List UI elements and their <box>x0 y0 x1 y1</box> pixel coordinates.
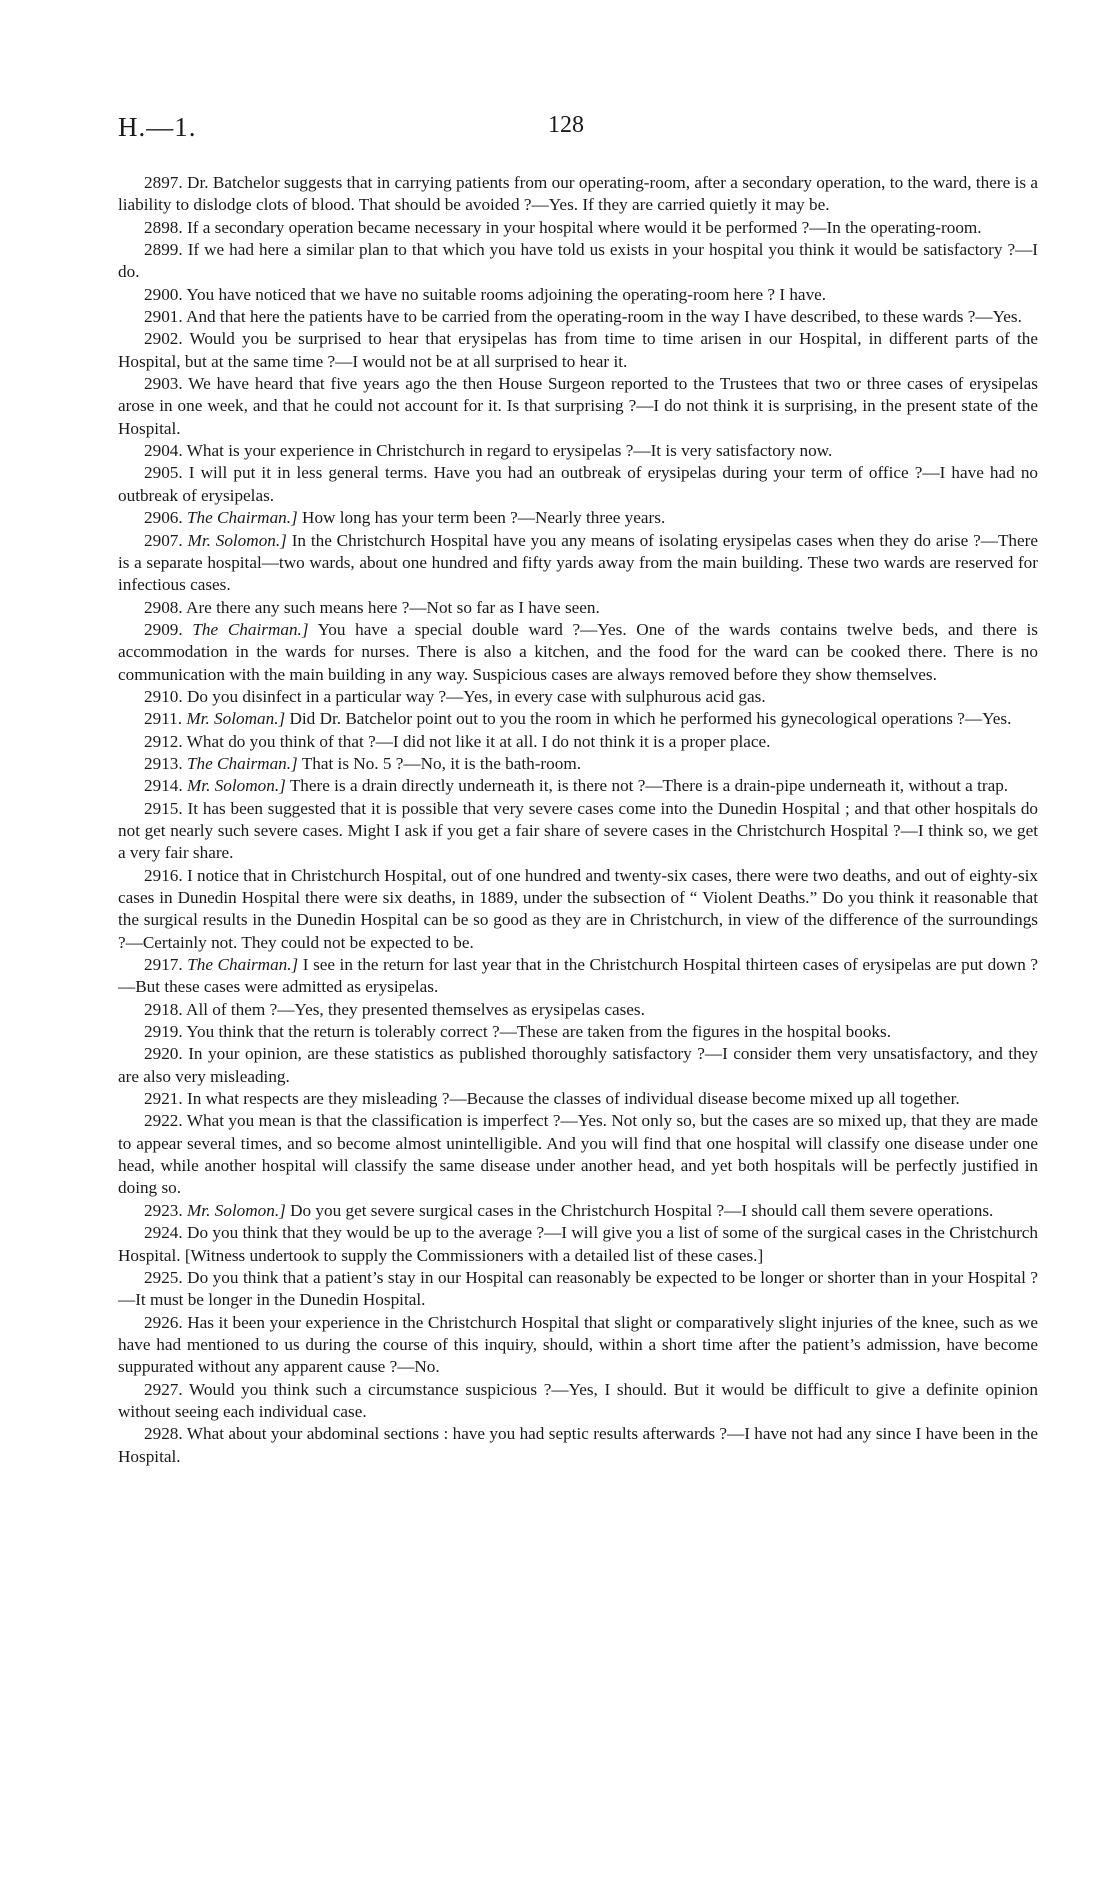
question-number: 2922. <box>144 1111 183 1131</box>
question-answer-text: You think that the return is tolerably correct ?—These are taken from the figures in the hospital books. <box>186 1022 892 1042</box>
speaker-label: Mr. Solomon.] <box>186 776 286 796</box>
question-answer-text: All of them ?—Yes, they presented themselves as erysipelas cases. <box>186 999 645 1019</box>
testimony-paragraph <box>118 686 1038 708</box>
speaker-label: Mr. Solomon.] <box>186 1200 286 1220</box>
question-number: 2898. <box>144 217 183 237</box>
question-number: 2903. <box>144 374 183 394</box>
question-number: 2912. <box>144 731 183 751</box>
question-number: 2917. <box>144 955 183 975</box>
testimony-paragraph <box>118 172 1038 217</box>
question-answer-text: Would you be surprised to hear that erysipelas has from time to time arisen in our Hospital, in different parts of the Hospital, but at the same time ?—I would not be at all surprised to hear it. <box>118 329 1038 371</box>
testimony-paragraph <box>118 462 1038 507</box>
testimony-paragraph <box>118 1423 1038 1468</box>
question-number: 2918. <box>144 999 183 1019</box>
testimony-paragraph <box>118 373 1038 440</box>
question-number: 2921. <box>144 1089 183 1109</box>
testimony-paragraph <box>118 708 1038 730</box>
question-answer-text: Are there any such means here ?—Not so far as I have seen. <box>186 597 600 617</box>
testimony-body <box>118 172 1038 1468</box>
question-answer-text: There is a drain directly underneath it, is there not ?—There is a drain-pipe underneath it, without a trap. <box>289 776 1009 796</box>
question-answer-text: Do you think that they would be up to the average ?—I will give you a list of some of the surgical cases in the Christchurch Hospital. [Witness undertook to supply the Commissioners with a detailed list of these cases.] <box>118 1223 1039 1265</box>
question-answer-text: It has been suggested that it is possible that very severe cases come into the Dunedin Hospital ; and that other hospitals do not get nearly such severe cases. Might I ask if you get a fair share of severe cases in the Christchurch Hospital ?—I think so, we get a very fair share. <box>118 798 1039 863</box>
question-number: 2902. <box>144 329 183 349</box>
question-answer-text: And that here the patients have to be carried from the operating-room in the way I have described, to these wards ?—Yes. <box>186 307 1022 327</box>
question-answer-text: You have noticed that we have no suitable rooms adjoining the operating-room here ? I have. <box>186 284 827 304</box>
question-answer-text: I notice that in Christchurch Hospital, out of one hundred and twenty-six cases, there were two deaths, and out of eighty-six cases in Dunedin Hospital there were six deaths, in 1889, under the subsection of “ Violent Deaths.” Do you think it reasonable that the surgical results in the Dunedin Hospital can be so good as they are in Christchurch, in view of the difference of the surroundings ?—Certainly not. They could not be expected to be. <box>118 865 1039 952</box>
testimony-paragraph <box>118 217 1038 239</box>
speaker-label: The Chairman.] <box>187 955 299 975</box>
question-number: 2923. <box>144 1200 183 1220</box>
testimony-paragraph <box>118 328 1038 373</box>
testimony-paragraph <box>118 798 1038 865</box>
question-answer-text: That is No. 5 ?—No, it is the bath-room. <box>301 753 582 773</box>
question-answer-text: Dr. Batchelor suggests that in carrying patients from our operating-room, after a secondary operation, to the ward, there is a liability to dislodge clots of blood. That should be avoided ?—Yes. If they are carried quietly it may be. <box>118 173 1039 215</box>
testimony-paragraph <box>118 530 1038 597</box>
testimony-paragraph <box>118 1222 1038 1267</box>
question-answer-text: You have a special double ward ?—Yes. One of the wards contains twelve beds, and there is accommodation in the wards for nurses. There is also a kitchen, and the food for the ward can be cooked there. There is no communication with the main building in any way. Suspicious cases are always removed before they show themselves. <box>118 619 1038 684</box>
question-answer-text: In what respects are they misleading ?—Because the classes of individual disease become mixed up all together. <box>186 1089 960 1109</box>
question-number: 2916. <box>144 865 183 885</box>
question-number: 2901. <box>144 307 183 327</box>
testimony-paragraph <box>118 1088 1038 1110</box>
question-answer-text: Did Dr. Batchelor point out to you the room in which he performed his gynecological operations ?—Yes. <box>289 709 1012 729</box>
question-answer-text: How long has your term been ?—Nearly three years. <box>302 508 666 528</box>
question-answer-text: Would you think such a circumstance suspicious ?—Yes, I should. But it would be difficult to give a definite opinion without seeing each individual case. <box>118 1379 1038 1421</box>
testimony-paragraph <box>118 440 1038 462</box>
question-number: 2900. <box>144 284 183 304</box>
testimony-paragraph <box>118 306 1038 328</box>
question-answer-text: What about your abdominal sections : have you had septic results afterwards ?—I have not had any since I have been in the Hospital. <box>118 1424 1038 1466</box>
speaker-label: The Chairman.] <box>192 619 309 639</box>
question-number: 2905. <box>144 463 183 483</box>
testimony-paragraph <box>118 507 1038 529</box>
question-number: 2906. <box>144 508 183 528</box>
question-number: 2928. <box>144 1424 183 1444</box>
question-number: 2904. <box>144 441 183 461</box>
testimony-paragraph <box>118 731 1038 753</box>
page-header <box>118 112 1038 146</box>
testimony-paragraph <box>118 775 1038 797</box>
question-number: 2913. <box>144 753 183 773</box>
question-number: 2908. <box>144 597 183 617</box>
question-answer-text: I will put it in less general terms. Have you had an outbreak of erysipelas during your term of office ?—I have had no outbreak of erysipelas. <box>118 463 1039 505</box>
question-answer-text: In your opinion, are these statistics as published thoroughly satisfactory ?—I consider them very unsatisfactory, and they are also very misleading. <box>118 1044 1038 1086</box>
testimony-paragraph <box>118 1379 1038 1424</box>
question-number: 2897. <box>144 173 183 192</box>
question-number: 2915. <box>144 798 183 818</box>
testimony-paragraph <box>118 1200 1038 1222</box>
question-number: 2925. <box>144 1267 183 1287</box>
question-number: 2911. <box>144 709 183 729</box>
question-answer-text: What do you think of that ?—I did not like it at all. I do not think it is a proper place. <box>186 731 771 751</box>
question-answer-text: Do you get severe surgical cases in the Christchurch Hospital ?—I should call them severe operations. <box>290 1200 994 1220</box>
question-number: 2920. <box>144 1044 183 1064</box>
testimony-paragraph <box>118 284 1038 306</box>
question-number: 2907. <box>144 530 183 550</box>
question-answer-text: What is your experience in Christchurch in regard to erysipelas ?—It is very satisfactory now. <box>186 441 833 461</box>
question-number: 2927. <box>144 1379 183 1399</box>
question-number: 2919. <box>144 1022 183 1042</box>
speaker-label: Mr. Soloman.] <box>186 709 286 729</box>
question-number: 2899. <box>144 240 183 260</box>
testimony-paragraph <box>118 619 1038 686</box>
question-answer-text: I see in the return for last year that in the Christchurch Hospital thirteen cases of erysipelas are put down ?—But these cases were admitted as erysipelas. <box>118 955 1038 997</box>
question-number: 2909. <box>144 619 183 639</box>
testimony-paragraph <box>118 753 1038 775</box>
testimony-paragraph <box>118 239 1038 284</box>
testimony-paragraph <box>118 1021 1038 1043</box>
speaker-label: Mr. Solomon.] <box>187 530 287 550</box>
testimony-paragraph <box>118 597 1038 619</box>
testimony-paragraph <box>118 1043 1038 1088</box>
question-number: 2924. <box>144 1223 183 1243</box>
question-answer-text: Do you disinfect in a particular way ?—Yes, in every case with sulphurous acid gas. <box>186 686 766 706</box>
speaker-label: The Chairman.] <box>186 753 298 773</box>
speaker-label: The Chairman.] <box>186 508 298 528</box>
document-code: H.—1. <box>118 112 197 142</box>
testimony-paragraph <box>118 1312 1038 1379</box>
question-number: 2914. <box>144 776 183 796</box>
question-number: 2910. <box>144 686 183 706</box>
question-answer-text: We have heard that five years ago the then House Surgeon reported to the Trustees that two or three cases of erysipelas arose in one week, and that he could not account for it. Is that surprising ?—I do not think it is surprising, in the present state of the Hospital. <box>118 374 1038 438</box>
testimony-paragraph <box>118 865 1038 954</box>
testimony-paragraph <box>118 999 1038 1021</box>
testimony-paragraph <box>118 1110 1038 1199</box>
page-number: 128 <box>548 112 584 138</box>
testimony-paragraph <box>118 1267 1038 1312</box>
question-answer-text: If we had here a similar plan to that which you have told us exists in your hospital you think it would be satisfactory ?—I do. <box>118 240 1039 282</box>
question-answer-text: What you mean is that the classification is imperfect ?—Yes. Not only so, but the cases are so mixed up, that they are made to appear several times, and so become almost unintelligible. And you will find that one hospital will classify one disease under one head, while another hospital will classify the same disease under another head, and yet both hospitals will be perfectly justified in doing so. <box>118 1111 1038 1198</box>
question-answer-text: Do you think that a patient’s stay in our Hospital can reasonably be expected to be longer or shorter than in your Hospital ?—It must be longer in the Dunedin Hospital. <box>118 1267 1039 1310</box>
question-number: 2926. <box>144 1312 183 1332</box>
question-answer-text: In the Christchurch Hospital have you any means of isolating erysipelas cases when they do arise ?—There is a separate hospital—two wards, about one hundred and fifty yards away from the main building. These two wards are reserved for infectious cases. <box>118 530 1039 595</box>
question-answer-text: Has it been your experience in the Christchurch Hospital that slight or comparatively slight injuries of the knee, such as we have had mentioned to us during the course of this inquiry, should, within a short time after the patient’s admission, have become suppurated without any apparent cause ?—No. <box>118 1312 1038 1377</box>
question-answer-text: If a secondary operation became necessary in your hospital where would it be performed ?—In the operating-room. <box>186 217 982 237</box>
testimony-paragraph <box>118 954 1038 999</box>
